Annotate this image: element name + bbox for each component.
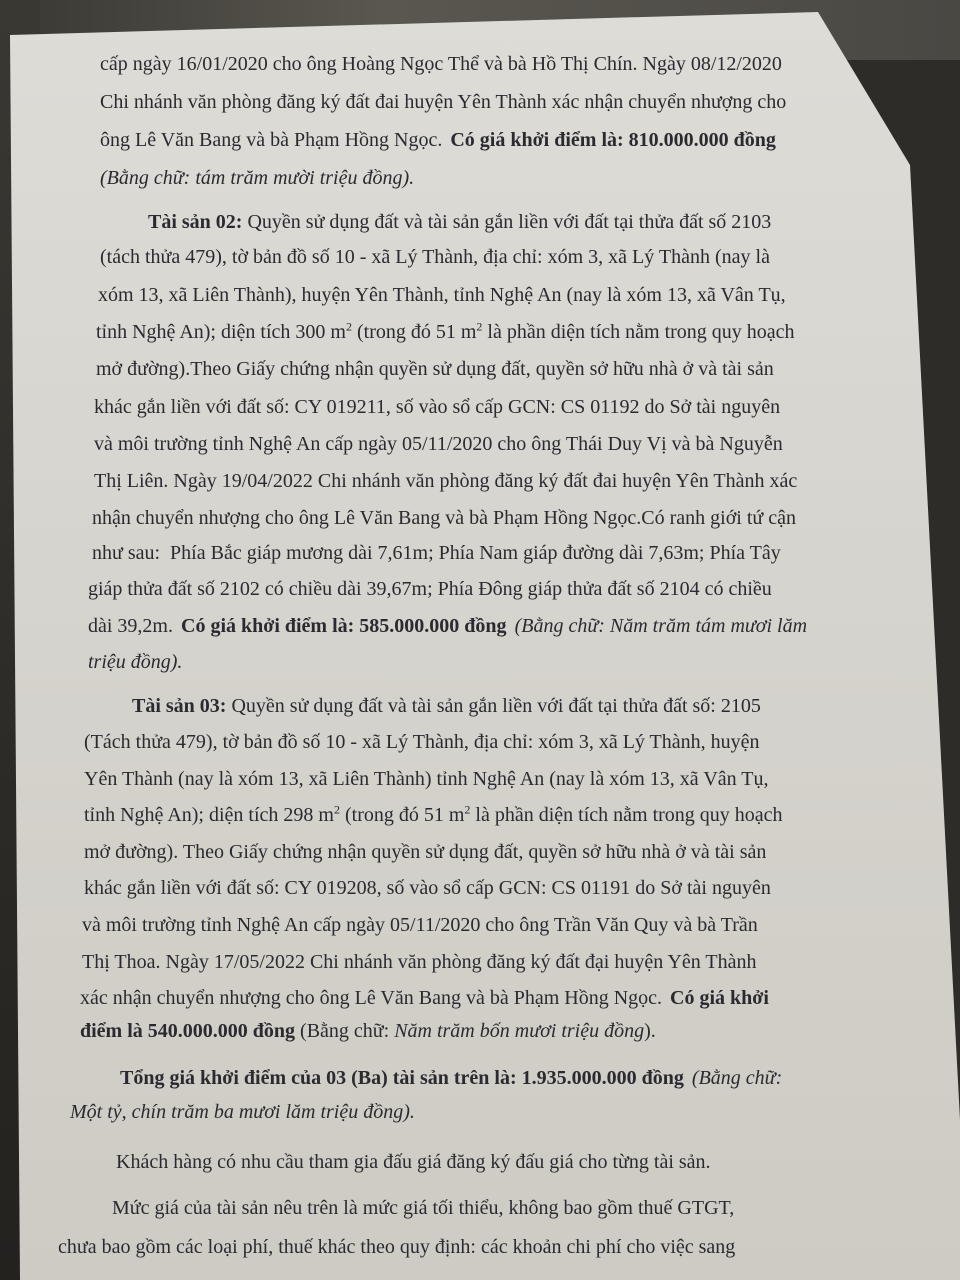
text-line: giáp thửa đất số 2102 có chiều dài 39,67m; Phía Đông giáp thửa đất số 2104 có chiều [88,578,772,600]
text-line: Tài sản 02: Quyền sử dụng đất và tài sản gắn liền với đất tại thửa đất số 2103 [148,211,772,233]
text-line: chưa bao gồm các loại phí, thuế khác theo quy định: các khoản chi phí cho việc sang [58,1236,736,1258]
text-line: nhận chuyển nhượng cho ông Lê Văn Bang và bà Phạm Hồng Ngọc.Có ranh giới tứ cận [92,507,796,529]
starting-price-2: Có giá khởi điểm là: 585.000.000 đồng [181,615,507,637]
text-line: Thị Thoa. Ngày 17/05/2022 Chi nhánh văn phòng đăng ký đất đại huyện Yên Thành [82,951,757,973]
text-line: Tổng giá khởi điểm của 03 (Ba) tài sản trên là: 1.935.000.000 đồng (Bằng chữ: [120,1067,783,1089]
text-line: như sau: Phía Bắc giáp mương dài 7,61m; Phía Nam giáp đường dài 7,63m; Phía Tây [92,542,781,564]
text-line: Khách hàng có nhu cầu tham gia đấu giá đăng ký đấu giá cho từng tài sản. [116,1151,711,1173]
text-line: mở đường). Theo Giấy chứng nhận quyền sử dụng đất, quyền sở hữu nhà ở và tài sản [84,841,767,863]
text-line: triệu đồng). [88,651,183,673]
text-line: khác gắn liền với đất số: CY 019211, số vào sổ cấp GCN: CS 01192 do Sở tài nguyên [94,396,781,418]
asset-03-label: Tài sản 03: [132,695,227,717]
text-line: (Bằng chữ: tám trăm mười triệu đồng). [100,167,415,189]
text-line: tỉnh Nghệ An); diện tích 298 $m^2$ (trong đó 51 $m^2$ là phần diện tích nằm trong quy hoạch [84,802,783,826]
text-line: (Tách thửa 479), tờ bản đồ số 10 - xã Lý Thành, địa chỉ: xóm 3, xã Lý Thành, huyện [84,731,760,753]
text-line: xóm 13, xã Liên Thành), huyện Yên Thành, tỉnh Nghệ An (nay là xóm 13, xã Vân Tụ, [98,284,786,306]
text-line: dài 39,2m. Có giá khởi điểm là: 585.000.000 đồng (Bằng chữ: Năm trăm tám mươi lăm [88,615,808,637]
text-line: xác nhận chuyển nhượng cho ông Lê Văn Bang và bà Phạm Hồng Ngọc. Có giá khởi [80,987,769,1009]
text-line: khác gắn liền với đất số: CY 019208, số vào sổ cấp GCN: CS 01191 do Sở tài nguyên [84,877,771,899]
text-line: mở đường).Theo Giấy chứng nhận quyền sử dụng đất, quyền sở hữu nhà ở và tài sản [96,358,774,380]
asset-02-label: Tài sản 02: [148,211,243,233]
text-line: Tài sản 03: Quyền sử dụng đất và tài sản gắn liền với đất tại thửa đất số: 2105 [132,695,761,717]
text-line: và môi trường tỉnh Nghệ An cấp ngày 05/11/2020 cho ông Thái Duy Vị và bà Nguyễn [94,433,783,455]
text-line: tỉnh Nghệ An); diện tích 300 $m^2$ (trong đó 51 $m^2$ là phần diện tích nằm trong quy hoạch [96,319,795,343]
text-line: (tách thửa 479), tờ bản đồ số 10 - xã Lý Thành, địa chỉ: xóm 3, xã Lý Thành (nay là [100,246,770,268]
text-line: Yên Thành (nay là xóm 13, xã Liên Thành) tỉnh Nghệ An (nay là xóm 13, xã Vân Tụ, [84,768,769,790]
text-line: Một tỷ, chín trăm ba mươi lăm triệu đồng). [70,1101,415,1123]
starting-price-3: điểm là 540.000.000 đồng [80,1020,296,1042]
text-line: Mức giá của tài sản nêu trên là mức giá tối thiểu, không bao gồm thuế GTGT, [112,1197,735,1219]
total-starting-price: Tổng giá khởi điểm của 03 (Ba) tài sản trên là: 1.935.000.000 đồng [120,1067,684,1089]
text-line: ông Lê Văn Bang và bà Phạm Hồng Ngọc. Có giá khởi điểm là: 810.000.000 đồng [100,129,776,151]
text-line: Chi nhánh văn phòng đăng ký đất đai huyện Yên Thành xác nhận chuyển nhượng cho [100,91,787,113]
text-line: và môi trường tỉnh Nghệ An cấp ngày 05/11/2020 cho ông Trần Văn Quy và bà Trần [82,914,758,936]
text-line: cấp ngày 16/01/2020 cho ông Hoàng Ngọc Thể và bà Hồ Thị Chín. Ngày 08/12/2020 [100,53,782,75]
text-line: điểm là 540.000.000 đồng (Bằng chữ: Năm trăm bốn mươi triệu đồng ). [80,1020,656,1042]
starting-price-1: Có giá khởi điểm là: 810.000.000 đồng [450,129,776,151]
text-line: Thị Liên. Ngày 19/04/2022 Chi nhánh văn phòng đăng ký đất đai huyện Yên Thành xác [94,470,798,492]
